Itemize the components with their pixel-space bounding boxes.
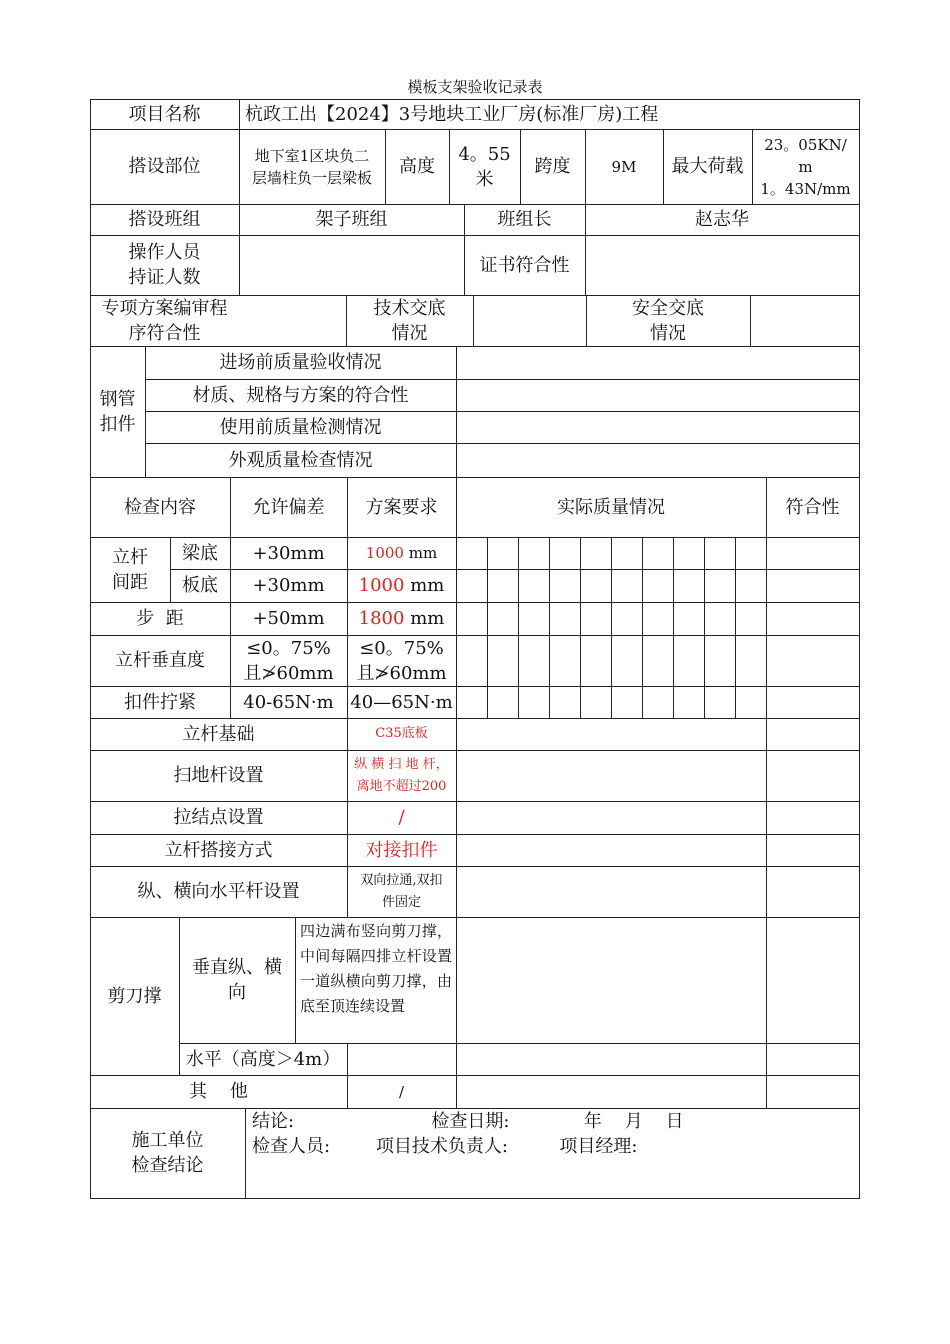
fastener-tolerance: 40-65N·m (243, 691, 334, 713)
max-load-value: 23。05KN/ m 1。43N/mm (760, 135, 851, 198)
requirement-unit: mm (404, 575, 445, 596)
other-requirement: / (398, 1082, 405, 1101)
other-label: 其 他 (189, 1081, 248, 1102)
pole-spacing-label: 立杆 间距 (112, 546, 148, 593)
tech-briefing-label: 技术交底 情况 (373, 297, 446, 344)
inspector-line: 检查人员: 项目技术负责人: 项目经理: (252, 1136, 638, 1157)
project-name-value: 杭政工出【2024】3号地块工业厂房(标准厂房)工程 (245, 103, 659, 125)
requirement-unit: mm (404, 608, 445, 629)
horizontal-bar-label: 纵、横向水平杆设置 (137, 881, 300, 902)
requirement-number: 1000 (365, 544, 404, 562)
max-load-label: 最大荷载 (671, 156, 744, 177)
tolerance-header: 允许偏差 (252, 496, 325, 518)
splice-method-requirement: 对接扣件 (365, 839, 438, 861)
beam-bottom-tolerance: +30mm (252, 542, 325, 564)
foundation-requirement: C35底板 (375, 726, 428, 741)
scissor-brace-label: 剪刀撑 (107, 985, 162, 1007)
conclusion-line: 结论: 检查日期: 年 月 日 (252, 1111, 684, 1132)
slab-bottom-label: 板底 (182, 575, 218, 596)
requirement-unit: mm (403, 544, 438, 562)
conformity-header: 符合性 (785, 496, 840, 518)
beam-bottom-requirement (347, 537, 456, 569)
team-value: 架子班组 (315, 209, 388, 230)
steel-item: 使用前质量检测情况 (219, 416, 382, 438)
slab-bottom-requirement (347, 569, 456, 602)
requirement-number: 1000 (358, 575, 405, 596)
step-requirement (347, 602, 456, 635)
project-name-label: 项目名称 (128, 103, 201, 125)
conclusion-label: 施工单位 检查结论 (131, 1130, 204, 1176)
foundation-label: 立杆基础 (182, 723, 255, 745)
height-label: 高度 (399, 156, 435, 177)
location-value: 地下室1区块负二 层墙柱负一层梁板 (251, 146, 372, 187)
location-label: 搭设部位 (128, 156, 201, 177)
sweep-bar-label: 扫地杆设置 (173, 765, 264, 786)
plan-review-label: 专项方案编审程 序符合性 (101, 297, 228, 344)
height-value: 4。55 米 (458, 143, 511, 190)
scissor-horizontal-label: 水平（高度＞4m） (185, 1048, 341, 1070)
operators-label: 操作人员 持证人数 (128, 242, 201, 288)
span-value: 9M (611, 157, 637, 176)
steel-item: 外观质量检查情况 (228, 449, 373, 471)
safety-briefing-label: 安全交底 情况 (632, 297, 704, 344)
steel-fastener-label: 钢管 扣件 (99, 388, 136, 435)
splice-method-label: 立杆搭接方式 (164, 839, 273, 861)
beam-bottom-label: 梁底 (182, 542, 218, 564)
team-leader-label: 班组长 (497, 209, 552, 230)
check-content-header: 检查内容 (124, 496, 196, 518)
requirement-number: 1800 (358, 608, 405, 629)
steel-item: 材质、规格与方案的符合性 (192, 384, 409, 406)
tie-point-requirement: / (398, 807, 405, 828)
span-label: 跨度 (534, 156, 571, 177)
verticality-label: 立杆垂直度 (115, 650, 205, 671)
verticality-tolerance: ≤0。75% 且≯60mm (243, 637, 334, 684)
verticality-requirement: ≤0。75% 且≯60mm (356, 637, 447, 684)
document-title: 模板支架验收记录表 (407, 78, 543, 96)
horizontal-bar-requirement: 双向拉通,双扣 件固定 (360, 872, 443, 910)
slab-bottom-tolerance: +30mm (252, 575, 325, 596)
scissor-vertical-requirement: 四边满布竖向剪刀撑，中间每隔四排立杆设置一道纵横向剪刀撑，由底至顶连续设置 (300, 922, 452, 1015)
sweep-bar-requirement: 纵 横 扫 地 杆， 离地不超过200 (354, 756, 449, 794)
fastener-requirement: 40—65N·m (350, 691, 453, 713)
fastener-tightening-label: 扣件拧紧 (124, 691, 196, 713)
team-leader-value: 赵志华 (695, 209, 749, 230)
certificate-label: 证书符合性 (479, 254, 570, 276)
scissor-vertical-label: 垂直纵、横 向 (192, 957, 282, 1003)
step-tolerance: +50mm (252, 608, 325, 629)
team-label: 搭设班组 (128, 209, 201, 230)
tie-point-label: 拉结点设置 (173, 807, 264, 828)
actual-quality-header: 实际质量情况 (557, 496, 665, 518)
step-label: 步 距 (136, 608, 184, 629)
steel-item: 进场前质量验收情况 (219, 352, 382, 373)
requirement-header: 方案要求 (365, 496, 438, 518)
